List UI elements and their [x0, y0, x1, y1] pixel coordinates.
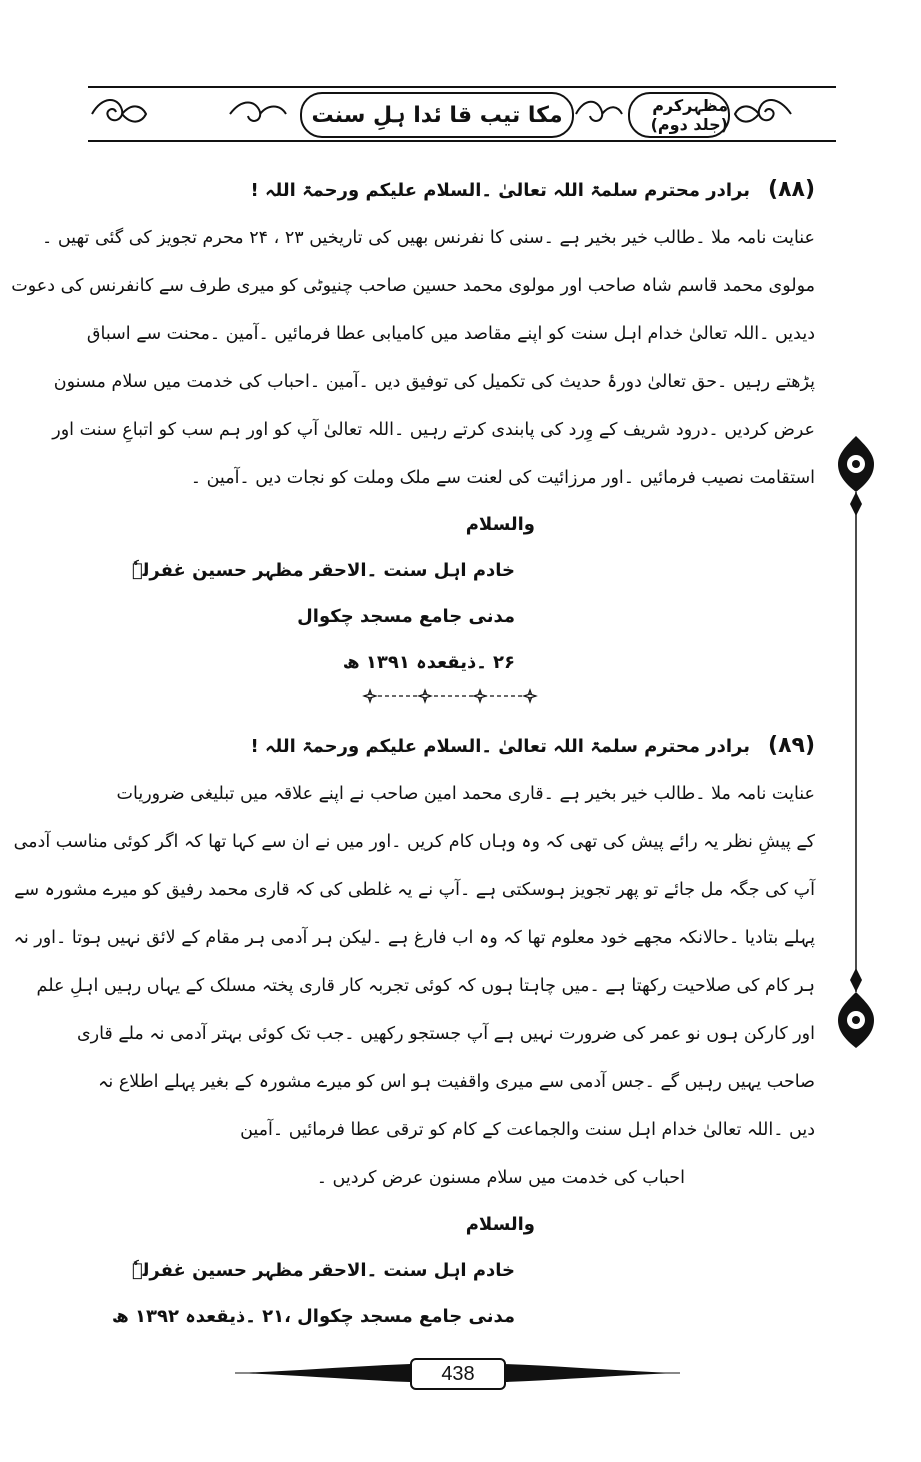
- book-title: مکا تیب قا ئدا ہلِ سنت: [300, 92, 574, 138]
- volume-label: مظہرکرم (جلد دوم): [628, 92, 730, 138]
- margin-ornament-icon: [836, 432, 876, 1052]
- signature-place-date: مدنی جامع مسجد چکوال ،۲۱ ۔ذیقعدہ ۱۳۹۲ ھ: [111, 1306, 515, 1327]
- swirl-ornament-icon: [733, 92, 793, 136]
- text-line: ہر کام کی صلاحیت رکھتا ہے ۔میں چاہتا ہوں کہ کوئی تجربہ کار قاری پختہ مسلک کے یہاں رہیں اہلِ علم: [36, 976, 815, 996]
- letter-heading: [80, 722, 815, 770]
- text-line: احباب کی خدمت میں سلام مسنون عرض کردیں ۔: [316, 1168, 685, 1188]
- text-line: اور کارکن ہوں نو عمر کی ضرورت نہیں ہے آپ جستجو رکھیں ۔جب تک کوئی بہتر آدمی نہ ملے قاری: [76, 1024, 815, 1044]
- text-line: دیدیں ۔اللہ تعالیٰ خدام اہل سنت کو اپنے مقاصد میں کامیابی عطا فرمائیں ۔آمین ۔محنت سے اسباق: [86, 324, 815, 344]
- text-line: دیں ۔اللہ تعالیٰ خدام اہل سنت والجماعت کے کام کو ترقی عطا فرمائیں ۔آمین: [240, 1120, 815, 1140]
- signature-line: خادم اہل سنت ۔الاحقر مظہر حسین غفرلہٗ: [131, 1260, 515, 1281]
- swirl-ornament-icon: [88, 92, 148, 136]
- text-line: استقامت نصیب فرمائیں ۔اور مرزائیت کی لعنت سے ملک وملت کو نجات دیں ۔آمین ۔: [190, 468, 815, 488]
- closing-salam: والسلام: [465, 1214, 535, 1235]
- text-line: مولوی محمد قاسم شاہ صاحب اور مولوی محمد حسین صاحب چنیوٹی کو میری طرف سے کانفرنس کی دعوت: [11, 276, 815, 296]
- text-line: پہلے بتادیا ۔حالانکہ مجھے خود معلوم تھا کہ وہ اب فارغ ہے ۔لیکن ہر آدمی ہر مقام کے لائق نہیں ہوتا ۔اور نہ: [13, 928, 815, 948]
- page-body: [11, 166, 815, 1340]
- text-line: آپ کی جگہ مل جائے تو پھر تجویز ہوسکتی ہے ۔آپ نے یہ غلطی کی کہ قاری محمد رفیق کو میرے مشورہ سے: [14, 880, 815, 900]
- text-line: عنایت نامہ ملا ۔طالب خیر بخیر ہے ۔سنی کا نفرنس بھیں کی تاریخیں ۲۳ ، ۲۴ محرم تجویز کی گئی تھیں ۔: [42, 228, 815, 248]
- swirl-ornament-icon: [228, 92, 288, 136]
- letter-number: (۸۸): [768, 177, 815, 202]
- header-top-rule: [88, 86, 836, 88]
- signature-place: مدنی جامع مسجد چکوال: [297, 606, 515, 627]
- page-number: 438: [410, 1358, 506, 1390]
- page-header: [88, 84, 836, 146]
- text-line: عنایت نامہ ملا ۔طالب خیر بخیر ہے ۔قاری محمد امین صاحب نے اپنے علاقہ میں تبلیغی ضروریات: [116, 784, 815, 804]
- text-line: عرض کردیں ۔درود شریف کے وِرد کی پابندی کرتے رہیں ۔اللہ تعالیٰ آپ کو اور ہم سب کو اتباعِ سنت اور: [52, 420, 815, 440]
- letter-number: (۸۹): [768, 733, 815, 758]
- star-divider-icon: [360, 688, 540, 704]
- text-line: کے پیشِ نظر یہ رائے پیش کی تھی کہ وہ وہاں کام کریں ۔اور میں نے ان سے کہا تھا کہ اگر کوئی مناسب آدمی: [13, 832, 815, 852]
- signature-date: ۲۶ ۔ذیقعدہ ۱۳۹۱ ھ: [342, 652, 515, 673]
- header-bottom-rule: [88, 140, 836, 142]
- signature-line: خادم اہل سنت ۔الاحقر مظہر حسین غفرلہٗ: [131, 560, 515, 581]
- letter-salutation: برادر محترم سلمۃ اللہ تعالیٰ ۔السلام علیکم ورحمۃ اللہ !: [250, 736, 751, 757]
- text-line: پڑھتے رہیں ۔حق تعالیٰ دورۂ حدیث کی تکمیل کی توفیق دیں ۔آمین ۔احباب کی خدمت میں سلام مسنون: [53, 372, 815, 392]
- letter-salutation: برادر محترم سلمۃ اللہ تعالیٰ ۔السلام علیکم ورحمۃ اللہ !: [250, 180, 751, 201]
- text-line: صاحب یہیں رہیں گے ۔جس آدمی سے میری واقفیت ہو اس کو میرے مشورہ کے بغیر پہلے اطلاع نہ: [98, 1072, 815, 1092]
- swirl-ornament-icon: [574, 92, 624, 136]
- page-footer: [235, 1356, 680, 1390]
- closing-salam: والسلام: [465, 514, 535, 535]
- letter-heading: [80, 166, 815, 214]
